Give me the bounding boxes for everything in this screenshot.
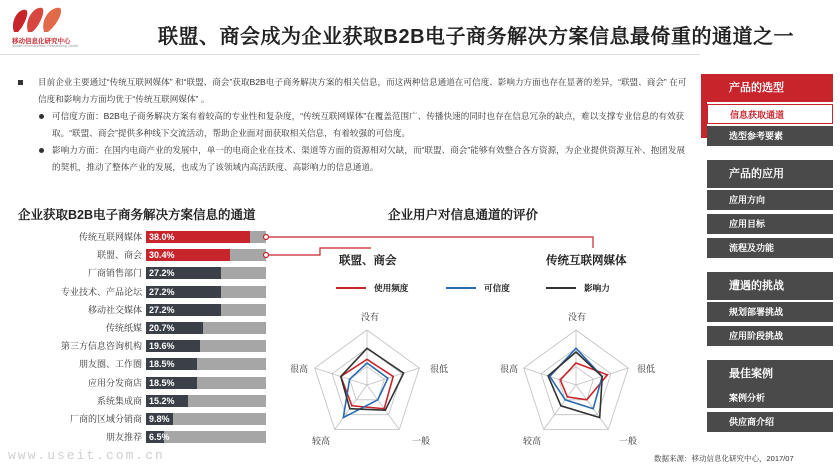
bar-category-label: 厂商销售部门 <box>87 268 142 279</box>
bar-value-label: 38.0% <box>149 232 175 242</box>
axis-label-none: 没有 <box>361 312 380 322</box>
sidebar-item-application-goal[interactable]: 应用目标 <box>707 214 833 234</box>
axis-label-very-low: 很低 <box>430 364 449 374</box>
bullet-text: 可信度方面：B2B电子商务解决方案有着较高的专业性和复杂度，“传统互联网媒体”在覆盖范围广、传播快速的同时也存在信息冗杂的缺点，难以支撑专业信息的有效获取。“联盟、商会”提供多种线下交流活动，帮助企业面对面获取相关信息，有着较强的可信度。 <box>52 111 685 138</box>
radar-title-alliance: 联盟、商会 <box>339 255 397 267</box>
bar-category-label: 第三方信息咨询机构 <box>60 341 142 352</box>
bar-category-label: 专业技术、产品论坛 <box>60 286 142 297</box>
axis-label-very-high: 很高 <box>500 364 519 374</box>
sidebar-section-best-case[interactable]: 最佳案例 <box>707 360 833 388</box>
bar-value-label: 27.2% <box>149 304 175 315</box>
bar-value-label: 18.5% <box>149 359 175 370</box>
bar-value-label: 20.7% <box>149 323 175 333</box>
bar-value-label: 18.5% <box>149 377 175 388</box>
bar-category-label: 系统集成商 <box>96 395 142 406</box>
bar-value-label: 27.2% <box>149 286 175 297</box>
logo-subtitle: Mobile Informatization Researching Center <box>12 44 79 48</box>
sidebar-item-stage-challenge[interactable]: 应用阶段挑战 <box>707 326 833 346</box>
bar-category-label: 朋友圈、工作圈 <box>78 359 142 370</box>
data-source: 数据来源：移动信息化研究中心，2017/07 <box>654 454 794 463</box>
legend-influence: 影响力 <box>584 283 610 293</box>
axis-label-very-high: 很高 <box>290 364 309 374</box>
bar-value-label: 19.6% <box>149 341 175 352</box>
sidebar-item-application-direction[interactable]: 应用方向 <box>707 190 833 210</box>
sidebar-item-case-analysis[interactable]: 案例分析 <box>707 388 833 408</box>
bullet-text: 影响力方面：在国内电商产业的发展中，单一的电商企业在技术、渠道等方面的资源相对欠缺，而“联盟、商会”能够有效整合各方资源，为企业提供资源互补、抱团发展的契机，推动了整体产业的发展，也成为了该领域内高活跃度、高影响力的信息通道。 <box>52 145 686 172</box>
sidebar-item-deploy-challenge[interactable]: 规划部署挑战 <box>707 302 833 322</box>
bar-value-label: 6.5% <box>149 432 170 443</box>
radar-chart-title: 企业用户对信息通道的评价 <box>388 208 539 222</box>
bar-category-label: 移动社交媒体 <box>87 304 142 315</box>
sidebar-item-process-function[interactable]: 流程及功能 <box>707 238 833 258</box>
radar-panel <box>315 330 420 430</box>
bar-value-label: 9.8% <box>149 414 170 424</box>
bar-value-label: 15.2% <box>149 395 175 406</box>
sidebar-section-application[interactable]: 产品的应用 <box>707 160 833 188</box>
sidebar-section-selection[interactable]: 产品的选型 <box>707 74 833 102</box>
axis-label-average: 一般 <box>412 436 431 446</box>
bar-category-label: 朋友推荐 <box>105 432 142 443</box>
bar-category-label: 传统纸媒 <box>105 323 142 333</box>
radar-axis-line <box>576 385 608 430</box>
radar-panel <box>524 330 629 430</box>
bar-category-label: 传统互联网媒体 <box>78 232 142 242</box>
radar-title-internet: 传统互联网媒体 <box>546 255 627 267</box>
sidebar-item-info-channel[interactable]: 信息获取通道 <box>707 104 833 124</box>
page-title: 联盟、商会成为企业获取B2B电子商务解决方案信息最倚重的通道之一 <box>158 26 795 48</box>
watermark: www.useit.com.cn <box>8 448 165 463</box>
bar-value-label: 30.4% <box>149 250 175 261</box>
bar-chart-title: 企业获取B2B电子商务解决方案信息的通道 <box>18 208 256 222</box>
sidebar-item-selection-factors[interactable]: 选型参考要素 <box>707 126 833 146</box>
axis-label-high: 较高 <box>312 436 331 446</box>
legend-credibility: 可信度 <box>484 283 510 293</box>
bar-value-label: 27.2% <box>149 268 175 279</box>
bar-category-label: 厂商的区域分销商 <box>69 414 142 424</box>
sidebar-section-challenges[interactable]: 遭遇的挑战 <box>707 272 833 300</box>
bar-category-label: 应用分发商店 <box>87 377 142 388</box>
axis-label-high: 较高 <box>523 436 542 446</box>
logo-name: 移动信息化研究中心 <box>12 38 71 45</box>
axis-label-average: 一般 <box>619 436 638 446</box>
axis-label-none: 没有 <box>568 312 587 322</box>
legend-frequency: 使用频度 <box>374 283 409 293</box>
axis-label-very-low: 很低 <box>637 364 656 374</box>
sidebar-item-vendor-intro[interactable]: 供应商介绍 <box>707 412 833 432</box>
bullet-text: 目前企业主要通过“传统互联网媒体” 和“联盟、商会”获取B2B电子商务解决方案的相关信息，而这两种信息通道在可信度、影响力方面也存在显著的差异，“联盟、商会” 在可信度和影响力方面均优于“传统互联网媒体” 。 <box>38 77 687 104</box>
bar-category-label: 联盟、商会 <box>96 250 142 261</box>
